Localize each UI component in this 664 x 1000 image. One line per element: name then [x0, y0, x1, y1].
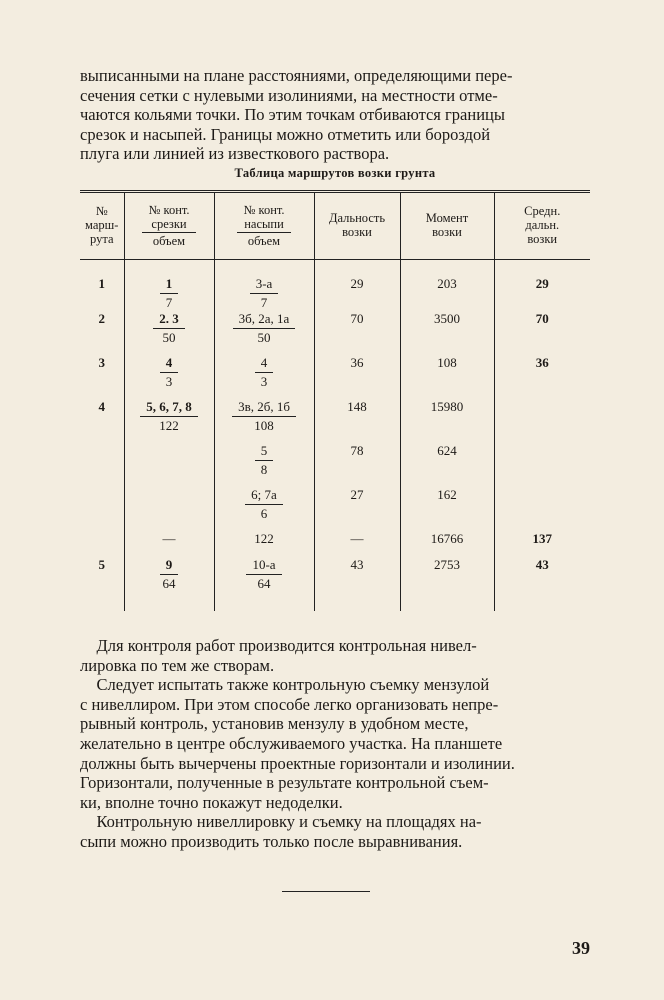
text-line: желательно в центре обслуживаемого участка. На планшете: [80, 733, 503, 753]
table-row: 5 $\frac{9}{64}$ $\frac{10-а}{64}$ 43 2753 43: [80, 557, 590, 611]
text-line: Следует испытать также контрольную съемку мензулой: [80, 675, 490, 695]
routes-table: [80, 190, 590, 611]
text-line: плуга или линией из известкового раствора.: [80, 144, 390, 164]
text-line: должны быть вычерчены проектные горизонтали и изолинии.: [80, 753, 515, 773]
table-row: 2 $\frac{2. 3}{50}$ $\frac{3б, 2а, 1а}{50}$ 70 3500 70: [80, 311, 590, 355]
text-line: рывный контроль, установив мензулу в удобном месте,: [80, 714, 469, 734]
table-header-row: [80, 192, 590, 260]
table-row: 3 $\frac{4}{3}$ $\frac{4}{3}$ 36 108 36: [80, 355, 590, 399]
text-line: ки, вполне точно покажут недоделки.: [80, 792, 343, 812]
top-paragraph: [80, 66, 590, 164]
table-row: 1 $\frac{1}{7}$ $\frac{3-а}{7}$ 29 203 29: [80, 260, 590, 312]
table-row: $\frac{5}{8}$ 78 624: [80, 443, 590, 487]
text-line: чаются кольями точки. По этим точкам отбиваются границы: [80, 105, 505, 125]
header-avg: Средн. дальн. возки: [494, 192, 590, 260]
section-divider: [282, 891, 370, 892]
text-line: сечения сетки с нулевыми изолиниями, на местности отме-: [80, 85, 498, 105]
table-title: Таблица маршрутов возки грунта: [234, 166, 436, 180]
table-row-total: — 122 — 16766 137: [80, 531, 590, 557]
table-row: 4 $\frac{5, 6, 7, 8}{122}$ $\frac{3в, 2б, 1б}{108}$ 148 15980: [80, 399, 590, 443]
header-moment: Момент возки: [400, 192, 494, 260]
header-route: № марш- рута: [80, 192, 124, 260]
text-line: Горизонтали, полученные в результате контрольной съем-: [80, 773, 489, 793]
text-line: сыпи можно производить только после выравнивания.: [80, 831, 463, 851]
text-line: срезок и насыпей. Границы можно отметить или бороздой: [80, 124, 491, 144]
table-row: $\frac{6; 7а}{6}$ 27 162: [80, 487, 590, 531]
header-cut: № конт. срезки объем: [124, 192, 214, 260]
header-fill: № конт. насыпи объем: [214, 192, 314, 260]
text-line: выписанными на плане расстояниями, определяющими пере-: [80, 66, 513, 85]
text-line: лировка по тем же створам.: [80, 655, 275, 675]
text-line: с нивеллиром. При этом способе легко организовать непре-: [80, 694, 499, 714]
bottom-paragraph: [80, 636, 590, 852]
text-line: Контрольную нивеллировку и съемку на площадях на-: [80, 812, 482, 832]
page-number: 39: [572, 938, 590, 958]
text-line: Для контроля работ производится контрольная нивел-: [80, 636, 477, 655]
header-distance: Дальность возки: [314, 192, 400, 260]
